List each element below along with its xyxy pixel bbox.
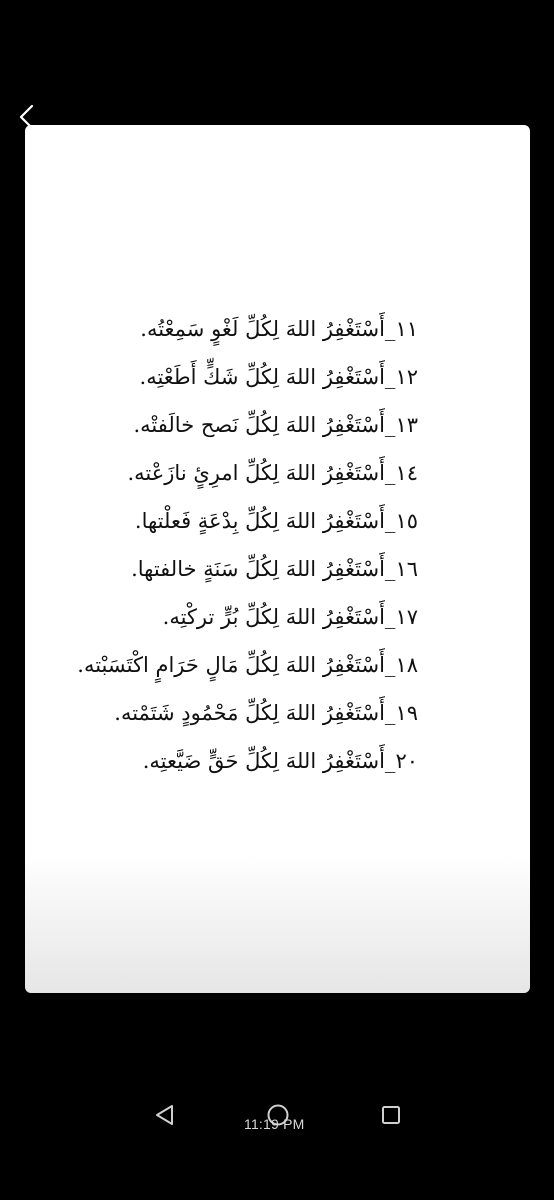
dua-line: ١١_أَسْتَغْفِرُ اللهَ لِكُلِّ لَغْوٍ سَمِعْتُه. [140,317,418,341]
square-recent-icon [378,1102,404,1128]
dua-line: ١٤_أَسْتَغْفِرُ اللهَ لِكُلِّ امرِئٍ نازَعْته. [127,461,418,485]
dua-line: ١٧_أَسْتَغْفِرُ اللهَ لِكُلِّ بُرٍّ تركْتِه. [162,605,418,629]
dua-line: ١٩_أَسْتَغْفِرُ اللهَ لِكُلِّ مَحْمُودٍ شَتَمْته. [114,701,418,725]
dua-text-block [25,305,530,785]
dua-line: ١٢_أَسْتَغْفِرُ اللهَ لِكُلِّ شَكٍّ أَطَعْتِه. [139,365,418,389]
triangle-back-icon [152,1102,178,1128]
dua-line: ١٦_أَسْتَغْفِرُ اللهَ لِكُلِّ سَنَةٍ خالفتها. [131,557,418,581]
dua-line: ١٣_أَسْتَغْفِرُ اللهَ لِكُلِّ نَصح خالَفتْه. [133,413,418,437]
dua-line: ١٨_أَسْتَغْفِرُ اللهَ لِكُلِّ مَالٍ حَرَامٍ اكْتَسَبْته. [77,653,418,677]
nav-back-button[interactable] [152,1102,178,1128]
dua-line: ١٥_أَسْتَغْفِرُ اللهَ لِكُلِّ بِدْعَةٍ فَعلْتها. [134,509,418,533]
navigation-bar [0,1090,554,1140]
status-time: 11:19 PM [244,1116,305,1132]
dua-line: ٢٠_أَسْتَغْفِرُ اللهَ لِكُلِّ حَقٍّ ضَيَّعتِه. [142,749,418,773]
nav-recent-button[interactable] [378,1102,404,1128]
image-card [25,125,530,993]
